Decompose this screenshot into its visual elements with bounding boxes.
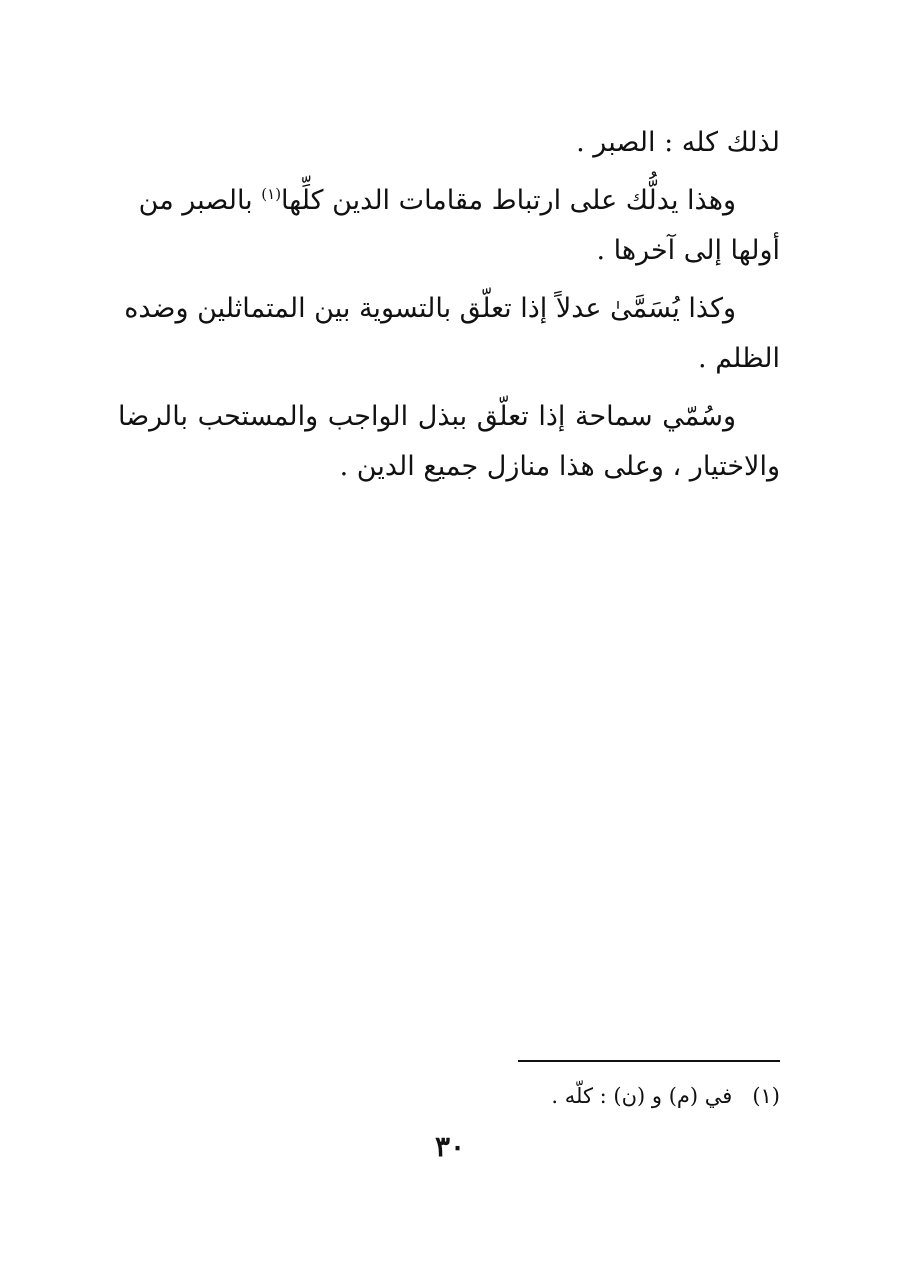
paragraph-2: [118, 176, 780, 276]
paragraph-2-text-end: بالصبر من أولها إلى آخرها .: [138, 185, 780, 266]
paragraph-4-text: وسُمّي سماحة إذا تعلّق ببذل الواجب والمستحب بالرضا والاختيار ، وعلى هذا منازل جميع الدين .: [118, 401, 780, 482]
paragraph-1: [118, 118, 780, 168]
main-text: [118, 118, 780, 500]
paragraph-1-text: لذلك كله : الصبر .: [576, 127, 780, 158]
footnote-number: (١): [752, 1084, 780, 1108]
footnote-text: في (م) و (ن) : كلّه .: [551, 1084, 733, 1108]
page-number: ٣٠: [434, 1130, 466, 1163]
paragraph-3: [118, 284, 780, 384]
footnote-reference-1[interactable]: (١): [261, 185, 282, 203]
paragraph-2-text-start: وهذا يدلُّك على ارتباط مقامات الدين كلِّها: [281, 185, 736, 216]
footnote-divider: [518, 1060, 780, 1062]
paragraph-3-text: وكذا يُسَمَّىٰ عدلاً إذا تعلّق بالتسوية بين المتماثلين وضده الظلم .: [124, 293, 780, 374]
paragraph-4: [118, 392, 780, 492]
footnote-1: [118, 1078, 780, 1114]
